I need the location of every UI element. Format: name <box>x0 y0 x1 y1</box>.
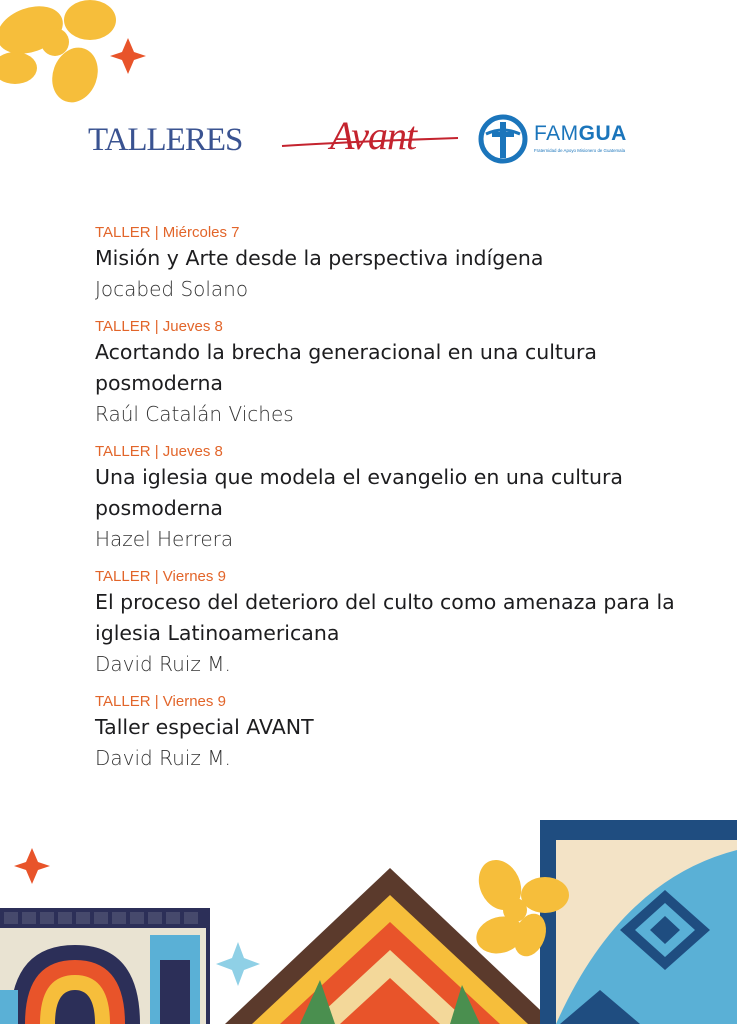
famgua-logo <box>478 110 648 170</box>
avant-logo: Avant <box>330 113 417 158</box>
workshop-title: Una iglesia que modela el evangelio en una cultura posmoderna <box>95 465 623 520</box>
mosaic-center <box>225 868 555 1024</box>
list-item <box>95 223 675 304</box>
workshop-tag: TALLER | Viernes 9 <box>95 693 226 710</box>
workshop-speaker: Hazel Herrera <box>95 527 234 551</box>
workshop-list <box>95 223 675 786</box>
workshop-tag: TALLER | Miércoles 7 <box>95 224 240 241</box>
workshop-tag: TALLER | Jueves 8 <box>95 443 223 460</box>
workshop-tag: TALLER | Jueves 8 <box>95 318 223 335</box>
globe-cross-icon <box>478 114 528 164</box>
mosaic-left <box>0 908 210 1024</box>
list-item <box>95 317 675 429</box>
workshop-speaker: Raúl Catalán Viches <box>95 402 294 426</box>
header <box>0 108 737 172</box>
sparkle-icon <box>216 942 260 986</box>
workshop-title: Misión y Arte desde la perspectiva indígena <box>95 246 544 270</box>
workshop-title: El proceso del deterioro del culto como amenaza para la iglesia Latinoamericana <box>95 590 675 645</box>
sparkle-icon <box>14 848 50 884</box>
famgua-name: FAMGUA <box>534 122 627 145</box>
page-title: TALLERES <box>88 122 243 158</box>
workshop-title: Taller especial AVANT <box>95 715 314 739</box>
flower-icon <box>0 0 116 109</box>
list-item <box>95 442 675 554</box>
list-item <box>95 692 675 773</box>
mosaic-right <box>540 820 737 1024</box>
famgua-subtitle: Fraternidad de Apoyo Misionero de Guatemala <box>534 148 626 153</box>
list-item <box>95 567 675 679</box>
workshop-speaker: Jocabed Solano <box>95 277 249 301</box>
sparkle-icon <box>110 38 146 74</box>
workshop-speaker: David Ruiz M. <box>95 652 231 676</box>
flower-icon <box>471 853 569 961</box>
workshop-tag: TALLER | Viernes 9 <box>95 568 226 585</box>
workshop-speaker: David Ruiz M. <box>95 746 231 770</box>
workshop-title: Acortando la brecha generacional en una cultura posmoderna <box>95 340 597 395</box>
